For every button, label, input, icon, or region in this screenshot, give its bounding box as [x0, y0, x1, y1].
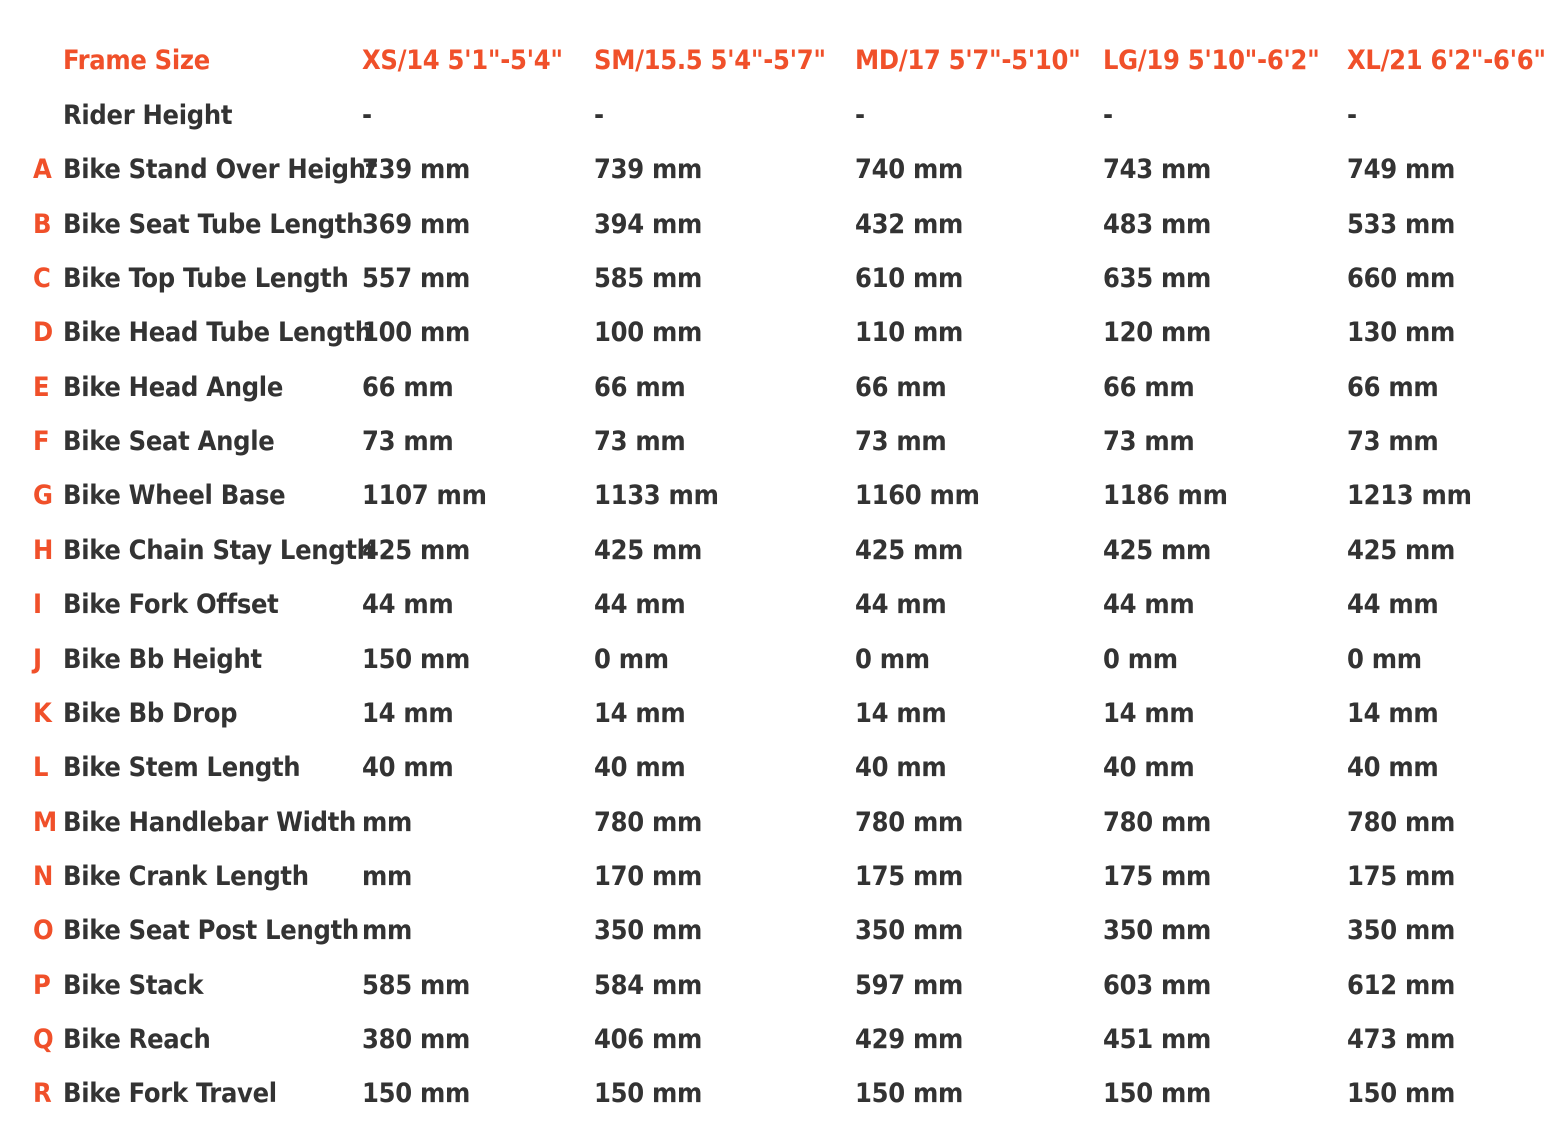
table-row: [0, 687, 1560, 741]
value-cell-sm: 394 mm: [594, 209, 702, 240]
table-row: [0, 741, 1560, 795]
value-cell-md: 429 mm: [855, 1024, 963, 1055]
value-cell-md: 740 mm: [855, 154, 963, 185]
value-cell-xl: 660 mm: [1347, 263, 1455, 294]
value-cell-xl: 0 mm: [1347, 644, 1422, 675]
value-cell-xs: -: [362, 100, 372, 131]
table-row: [0, 524, 1560, 578]
value-cell-sm: -: [594, 100, 604, 131]
row-label: Bike Stand Over Height: [63, 154, 378, 185]
row-label: Bike Stem Length: [63, 752, 301, 783]
value-cell-sm: 584 mm: [594, 970, 702, 1001]
table-row: [0, 1013, 1560, 1067]
value-cell-lg: 603 mm: [1103, 970, 1211, 1001]
row-label: Bike Bb Height: [63, 644, 262, 675]
value-cell-xs: 557 mm: [362, 263, 470, 294]
value-cell-lg: 14 mm: [1103, 698, 1195, 729]
value-cell-lg: 451 mm: [1103, 1024, 1211, 1055]
value-cell-xl: 73 mm: [1347, 426, 1439, 457]
value-cell-sm: 170 mm: [594, 861, 702, 892]
value-cell-xl: 66 mm: [1347, 372, 1439, 403]
row-label: Bike Seat Angle: [63, 426, 275, 457]
value-cell-md: 110 mm: [855, 317, 963, 348]
value-cell-xl: 473 mm: [1347, 1024, 1455, 1055]
value-cell-sm: 100 mm: [594, 317, 702, 348]
value-cell-sm: 73 mm: [594, 426, 686, 457]
value-cell-sm: 425 mm: [594, 535, 702, 566]
value-cell-lg: 635 mm: [1103, 263, 1211, 294]
table-row: [0, 252, 1560, 306]
table-row: [0, 143, 1560, 197]
row-letter: C: [33, 263, 51, 294]
table-row: [0, 361, 1560, 415]
row-letter: D: [33, 317, 53, 348]
table-row: [0, 89, 1560, 143]
row-label: Bike Chain Stay Length: [63, 535, 374, 566]
row-label: Bike Seat Post Length: [63, 915, 359, 946]
row-label: Bike Fork Offset: [63, 589, 279, 620]
value-cell-sm: 66 mm: [594, 372, 686, 403]
table-row: [0, 1067, 1560, 1121]
value-cell-md: 150 mm: [855, 1078, 963, 1109]
value-cell-xs: 14 mm: [362, 698, 454, 729]
value-cell-xs: 739 mm: [362, 154, 470, 185]
value-cell-xl: 350 mm: [1347, 915, 1455, 946]
size-header-xl: XL/21 6'2"-6'6": [1347, 45, 1546, 76]
value-cell-sm: 780 mm: [594, 807, 702, 838]
table-header-row: [0, 34, 1560, 88]
value-cell-md: -: [855, 100, 865, 131]
size-header-md: MD/17 5'7"-5'10": [855, 45, 1081, 76]
value-cell-md: 780 mm: [855, 807, 963, 838]
row-label: Bike Fork Travel: [63, 1078, 277, 1109]
value-cell-md: 597 mm: [855, 970, 963, 1001]
row-label: Bike Wheel Base: [63, 480, 286, 511]
value-cell-lg: 0 mm: [1103, 644, 1178, 675]
value-cell-xl: 175 mm: [1347, 861, 1455, 892]
row-letter: A: [33, 154, 52, 185]
frame-size-header: Frame Size: [63, 45, 210, 76]
value-cell-lg: 66 mm: [1103, 372, 1195, 403]
value-cell-xs: 369 mm: [362, 209, 470, 240]
value-cell-xl: 1213 mm: [1347, 480, 1472, 511]
value-cell-md: 66 mm: [855, 372, 947, 403]
value-cell-sm: 150 mm: [594, 1078, 702, 1109]
value-cell-xl: -: [1347, 100, 1357, 131]
value-cell-xl: 612 mm: [1347, 970, 1455, 1001]
value-cell-sm: 585 mm: [594, 263, 702, 294]
table-row: [0, 959, 1560, 1013]
size-header-xs: XS/14 5'1"-5'4": [362, 45, 563, 76]
value-cell-lg: 73 mm: [1103, 426, 1195, 457]
row-label: Bike Top Tube Length: [63, 263, 349, 294]
row-letter: L: [33, 752, 49, 783]
value-cell-xs: mm: [362, 915, 413, 946]
value-cell-lg: 175 mm: [1103, 861, 1211, 892]
value-cell-sm: 44 mm: [594, 589, 686, 620]
table-row: [0, 469, 1560, 523]
row-letter: M: [33, 807, 57, 838]
value-cell-md: 175 mm: [855, 861, 963, 892]
row-letter: R: [33, 1078, 52, 1109]
value-cell-lg: 44 mm: [1103, 589, 1195, 620]
value-cell-lg: 425 mm: [1103, 535, 1211, 566]
table-row: [0, 415, 1560, 469]
row-letter: H: [33, 535, 54, 566]
value-cell-md: 40 mm: [855, 752, 947, 783]
value-cell-md: 0 mm: [855, 644, 930, 675]
row-letter: I: [33, 589, 42, 620]
row-letter: P: [33, 970, 51, 1001]
value-cell-lg: 150 mm: [1103, 1078, 1211, 1109]
value-cell-md: 610 mm: [855, 263, 963, 294]
row-letter: [33, 89, 59, 143]
value-cell-xs: 66 mm: [362, 372, 454, 403]
value-cell-xs: 100 mm: [362, 317, 470, 348]
value-cell-xl: 40 mm: [1347, 752, 1439, 783]
row-letter: B: [33, 209, 52, 240]
row-letter: E: [33, 372, 50, 403]
row-letter: J: [33, 644, 42, 675]
value-cell-lg: -: [1103, 100, 1113, 131]
row-label: Bike Crank Length: [63, 861, 309, 892]
row-label: Bike Bb Drop: [63, 698, 238, 729]
row-letter: O: [33, 915, 54, 946]
value-cell-md: 44 mm: [855, 589, 947, 620]
row-label: Bike Head Angle: [63, 372, 284, 403]
value-cell-xl: 780 mm: [1347, 807, 1455, 838]
value-cell-xl: 44 mm: [1347, 589, 1439, 620]
value-cell-xs: mm: [362, 807, 413, 838]
value-cell-xs: 73 mm: [362, 426, 454, 457]
value-cell-sm: 0 mm: [594, 644, 669, 675]
value-cell-xl: 150 mm: [1347, 1078, 1455, 1109]
value-cell-sm: 739 mm: [594, 154, 702, 185]
table-row: [0, 198, 1560, 252]
value-cell-sm: 350 mm: [594, 915, 702, 946]
table-row: [0, 306, 1560, 360]
value-cell-md: 425 mm: [855, 535, 963, 566]
value-cell-xs: 150 mm: [362, 644, 470, 675]
value-cell-lg: 1186 mm: [1103, 480, 1228, 511]
value-cell-xs: 380 mm: [362, 1024, 470, 1055]
table-row: [0, 796, 1560, 850]
value-cell-xs: 585 mm: [362, 970, 470, 1001]
value-cell-xl: 130 mm: [1347, 317, 1455, 348]
value-cell-xl: 749 mm: [1347, 154, 1455, 185]
row-letter: N: [33, 861, 54, 892]
value-cell-xs: 150 mm: [362, 1078, 470, 1109]
value-cell-lg: 40 mm: [1103, 752, 1195, 783]
value-cell-xs: 1107 mm: [362, 480, 487, 511]
table-row: [0, 578, 1560, 632]
row-letter: G: [33, 480, 53, 511]
value-cell-lg: 780 mm: [1103, 807, 1211, 838]
row-label: Bike Seat Tube Length: [63, 209, 364, 240]
value-cell-md: 14 mm: [855, 698, 947, 729]
value-cell-sm: 406 mm: [594, 1024, 702, 1055]
table-row: [0, 633, 1560, 687]
value-cell-md: 73 mm: [855, 426, 947, 457]
table-row: [0, 850, 1560, 904]
row-label: Bike Head Tube Length: [63, 317, 372, 348]
value-cell-sm: 40 mm: [594, 752, 686, 783]
value-cell-sm: 14 mm: [594, 698, 686, 729]
value-cell-lg: 350 mm: [1103, 915, 1211, 946]
value-cell-md: 1160 mm: [855, 480, 980, 511]
value-cell-xs: 425 mm: [362, 535, 470, 566]
value-cell-xs: 40 mm: [362, 752, 454, 783]
value-cell-xl: 14 mm: [1347, 698, 1439, 729]
value-cell-sm: 1133 mm: [594, 480, 719, 511]
value-cell-xs: 44 mm: [362, 589, 454, 620]
value-cell-xl: 533 mm: [1347, 209, 1455, 240]
value-cell-lg: 743 mm: [1103, 154, 1211, 185]
value-cell-xl: 425 mm: [1347, 535, 1455, 566]
size-header-sm: SM/15.5 5'4"-5'7": [594, 45, 826, 76]
row-letter: F: [33, 426, 50, 457]
row-label: Bike Reach: [63, 1024, 211, 1055]
value-cell-xs: mm: [362, 861, 413, 892]
value-cell-lg: 483 mm: [1103, 209, 1211, 240]
row-label: Rider Height: [63, 100, 233, 131]
value-cell-lg: 120 mm: [1103, 317, 1211, 348]
value-cell-md: 432 mm: [855, 209, 963, 240]
size-header-lg: LG/19 5'10"-6'2": [1103, 45, 1320, 76]
row-letter: Q: [33, 1024, 54, 1055]
row-letter: K: [33, 698, 52, 729]
table-row: [0, 904, 1560, 958]
row-label: Bike Stack: [63, 970, 204, 1001]
row-label: Bike Handlebar Width: [63, 807, 357, 838]
value-cell-md: 350 mm: [855, 915, 963, 946]
